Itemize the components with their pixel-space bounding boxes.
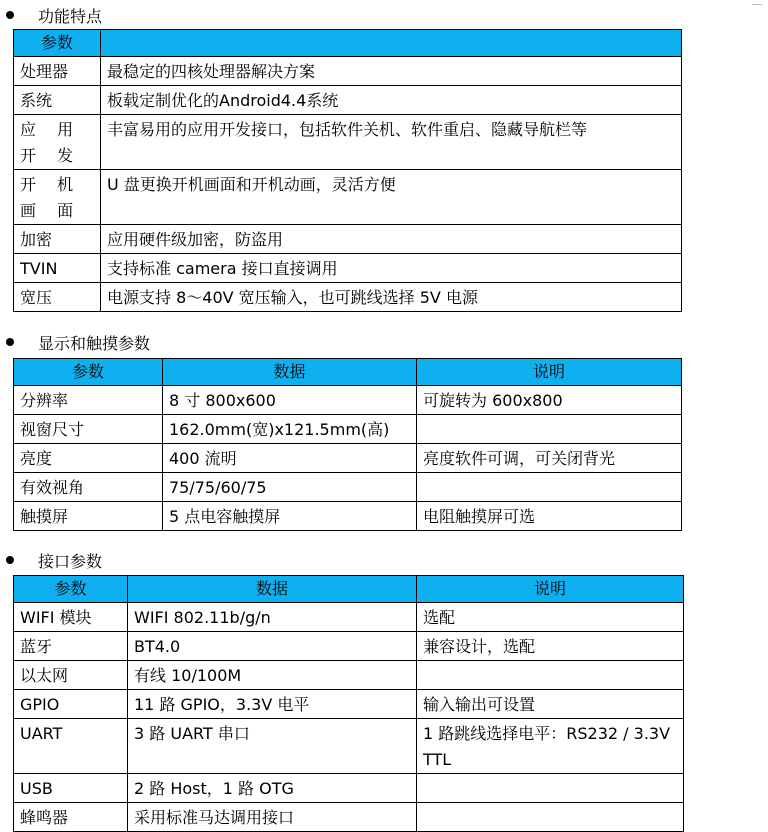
- header-cell: 说明: [417, 359, 682, 386]
- features-heading-line: [0, 3, 102, 27]
- value-cell: 采用标准马达调用接口: [128, 803, 417, 832]
- note-cell: [417, 661, 684, 690]
- param-cell: 视窗尺寸: [14, 415, 163, 444]
- note-cell: [417, 803, 684, 832]
- value-cell: BT4.0: [128, 632, 417, 661]
- param-cell: 蓝牙: [14, 632, 128, 661]
- note-cell: 输入输出可设置: [417, 690, 684, 719]
- bullet-icon: [6, 11, 14, 19]
- interfaces-table: [13, 575, 684, 832]
- table-row: [14, 774, 684, 803]
- param-cell: 应 用 开 发: [14, 115, 101, 170]
- value-cell: 应用硬件级加密，防盗用: [101, 225, 682, 254]
- value-cell: 支持标准 camera 接口直接调用: [101, 254, 682, 283]
- table-row: [14, 115, 682, 170]
- param-cell: 处理器: [14, 57, 101, 86]
- note-cell: 选配: [417, 603, 684, 632]
- value-cell: 75/75/60/75: [163, 473, 417, 502]
- value-cell: 板载定制优化的Android4.4系统: [101, 86, 682, 115]
- param-cell: GPIO: [14, 690, 128, 719]
- table-row: [14, 603, 684, 632]
- header-cell: 数据: [163, 359, 417, 386]
- header-cell: 参数: [14, 576, 128, 603]
- table-row: [14, 415, 682, 444]
- value-cell: 5 点电容触摸屏: [163, 502, 417, 531]
- table-header-row: [14, 359, 682, 386]
- header-cell: 说明: [417, 576, 684, 603]
- table-row: [14, 386, 682, 415]
- param-cell: 蜂鸣器: [14, 803, 128, 832]
- param-cell: 开 机 画 面: [14, 170, 101, 225]
- note-cell: [417, 415, 682, 444]
- value-cell: 2 路 Host，1 路 OTG: [128, 774, 417, 803]
- param-cell: TVIN: [14, 254, 101, 283]
- param-cell: 分辨率: [14, 386, 163, 415]
- value-cell: 162.0mm(宽)x121.5mm(高): [163, 415, 417, 444]
- table-row: [14, 502, 682, 531]
- header-cell: 参数: [14, 359, 163, 386]
- param-cell: 亮度: [14, 444, 163, 473]
- header-cell: 数据: [128, 576, 417, 603]
- value-cell: 3 路 UART 串口: [128, 719, 417, 774]
- table-header-row: [14, 576, 684, 603]
- table-row: [14, 803, 684, 832]
- note-cell: 兼容设计，选配: [417, 632, 684, 661]
- table-row: [14, 86, 682, 115]
- param-cell: 有效视角: [14, 473, 163, 502]
- table-row: [14, 283, 682, 312]
- note-cell: 电阻触摸屏可选: [417, 502, 682, 531]
- value-cell: 400 流明: [163, 444, 417, 473]
- table-row: [14, 632, 684, 661]
- param-cell: 加密: [14, 225, 101, 254]
- header-cell: 参数: [14, 30, 101, 57]
- table-row: [14, 690, 684, 719]
- value-cell: WIFI 802.11b/g/n: [128, 603, 417, 632]
- interfaces-heading: 接口参数: [38, 551, 103, 571]
- display-table: [13, 358, 682, 531]
- note-cell: 1 路跳线选择电平：RS232 / 3.3V TTL: [417, 719, 684, 774]
- table-row: [14, 719, 684, 774]
- table-row: [14, 444, 682, 473]
- value-cell: 8 寸 800x600: [163, 386, 417, 415]
- param-cell: USB: [14, 774, 128, 803]
- features-heading: 功能特点: [38, 6, 103, 26]
- table-row: [14, 661, 684, 690]
- value-cell: 最稳定的四核处理器解决方案: [101, 57, 682, 86]
- bullet-icon: [6, 556, 14, 564]
- bullet-icon: [6, 338, 14, 346]
- value-cell: 电源支持 8～40V 宽压输入，也可跳线选择 5V 电源: [101, 283, 682, 312]
- param-cell: 宽压: [14, 283, 101, 312]
- value-cell: 11 路 GPIO，3.3V 电平: [128, 690, 417, 719]
- param-cell: 以太网: [14, 661, 128, 690]
- table-row: [14, 225, 682, 254]
- features-table: [13, 29, 682, 312]
- note-cell: 亮度软件可调，可关闭背光: [417, 444, 682, 473]
- table-row: [14, 254, 682, 283]
- table-row: [14, 473, 682, 502]
- note-cell: 可旋转为 600x800: [417, 386, 682, 415]
- table-header-row: [14, 30, 682, 57]
- table-row: [14, 57, 682, 86]
- value-cell: 丰富易用的应用开发接口，包括软件关机、软件重启、隐藏导航栏等: [101, 115, 682, 170]
- page-corner-mark: [752, 4, 762, 5]
- param-cell: UART: [14, 719, 128, 774]
- note-cell: [417, 774, 684, 803]
- header-cell: [101, 30, 682, 57]
- value-cell: U 盘更换开机画面和开机动画，灵活方便: [101, 170, 682, 225]
- interfaces-heading-line: [0, 548, 102, 572]
- display-heading: 显示和触摸参数: [38, 333, 151, 353]
- value-cell: 有线 10/100M: [128, 661, 417, 690]
- param-cell: 触摸屏: [14, 502, 163, 531]
- param-cell: 系统: [14, 86, 101, 115]
- display-heading-line: [0, 330, 150, 354]
- note-cell: [417, 473, 682, 502]
- param-cell: WIFI 模块: [14, 603, 128, 632]
- table-row: [14, 170, 682, 225]
